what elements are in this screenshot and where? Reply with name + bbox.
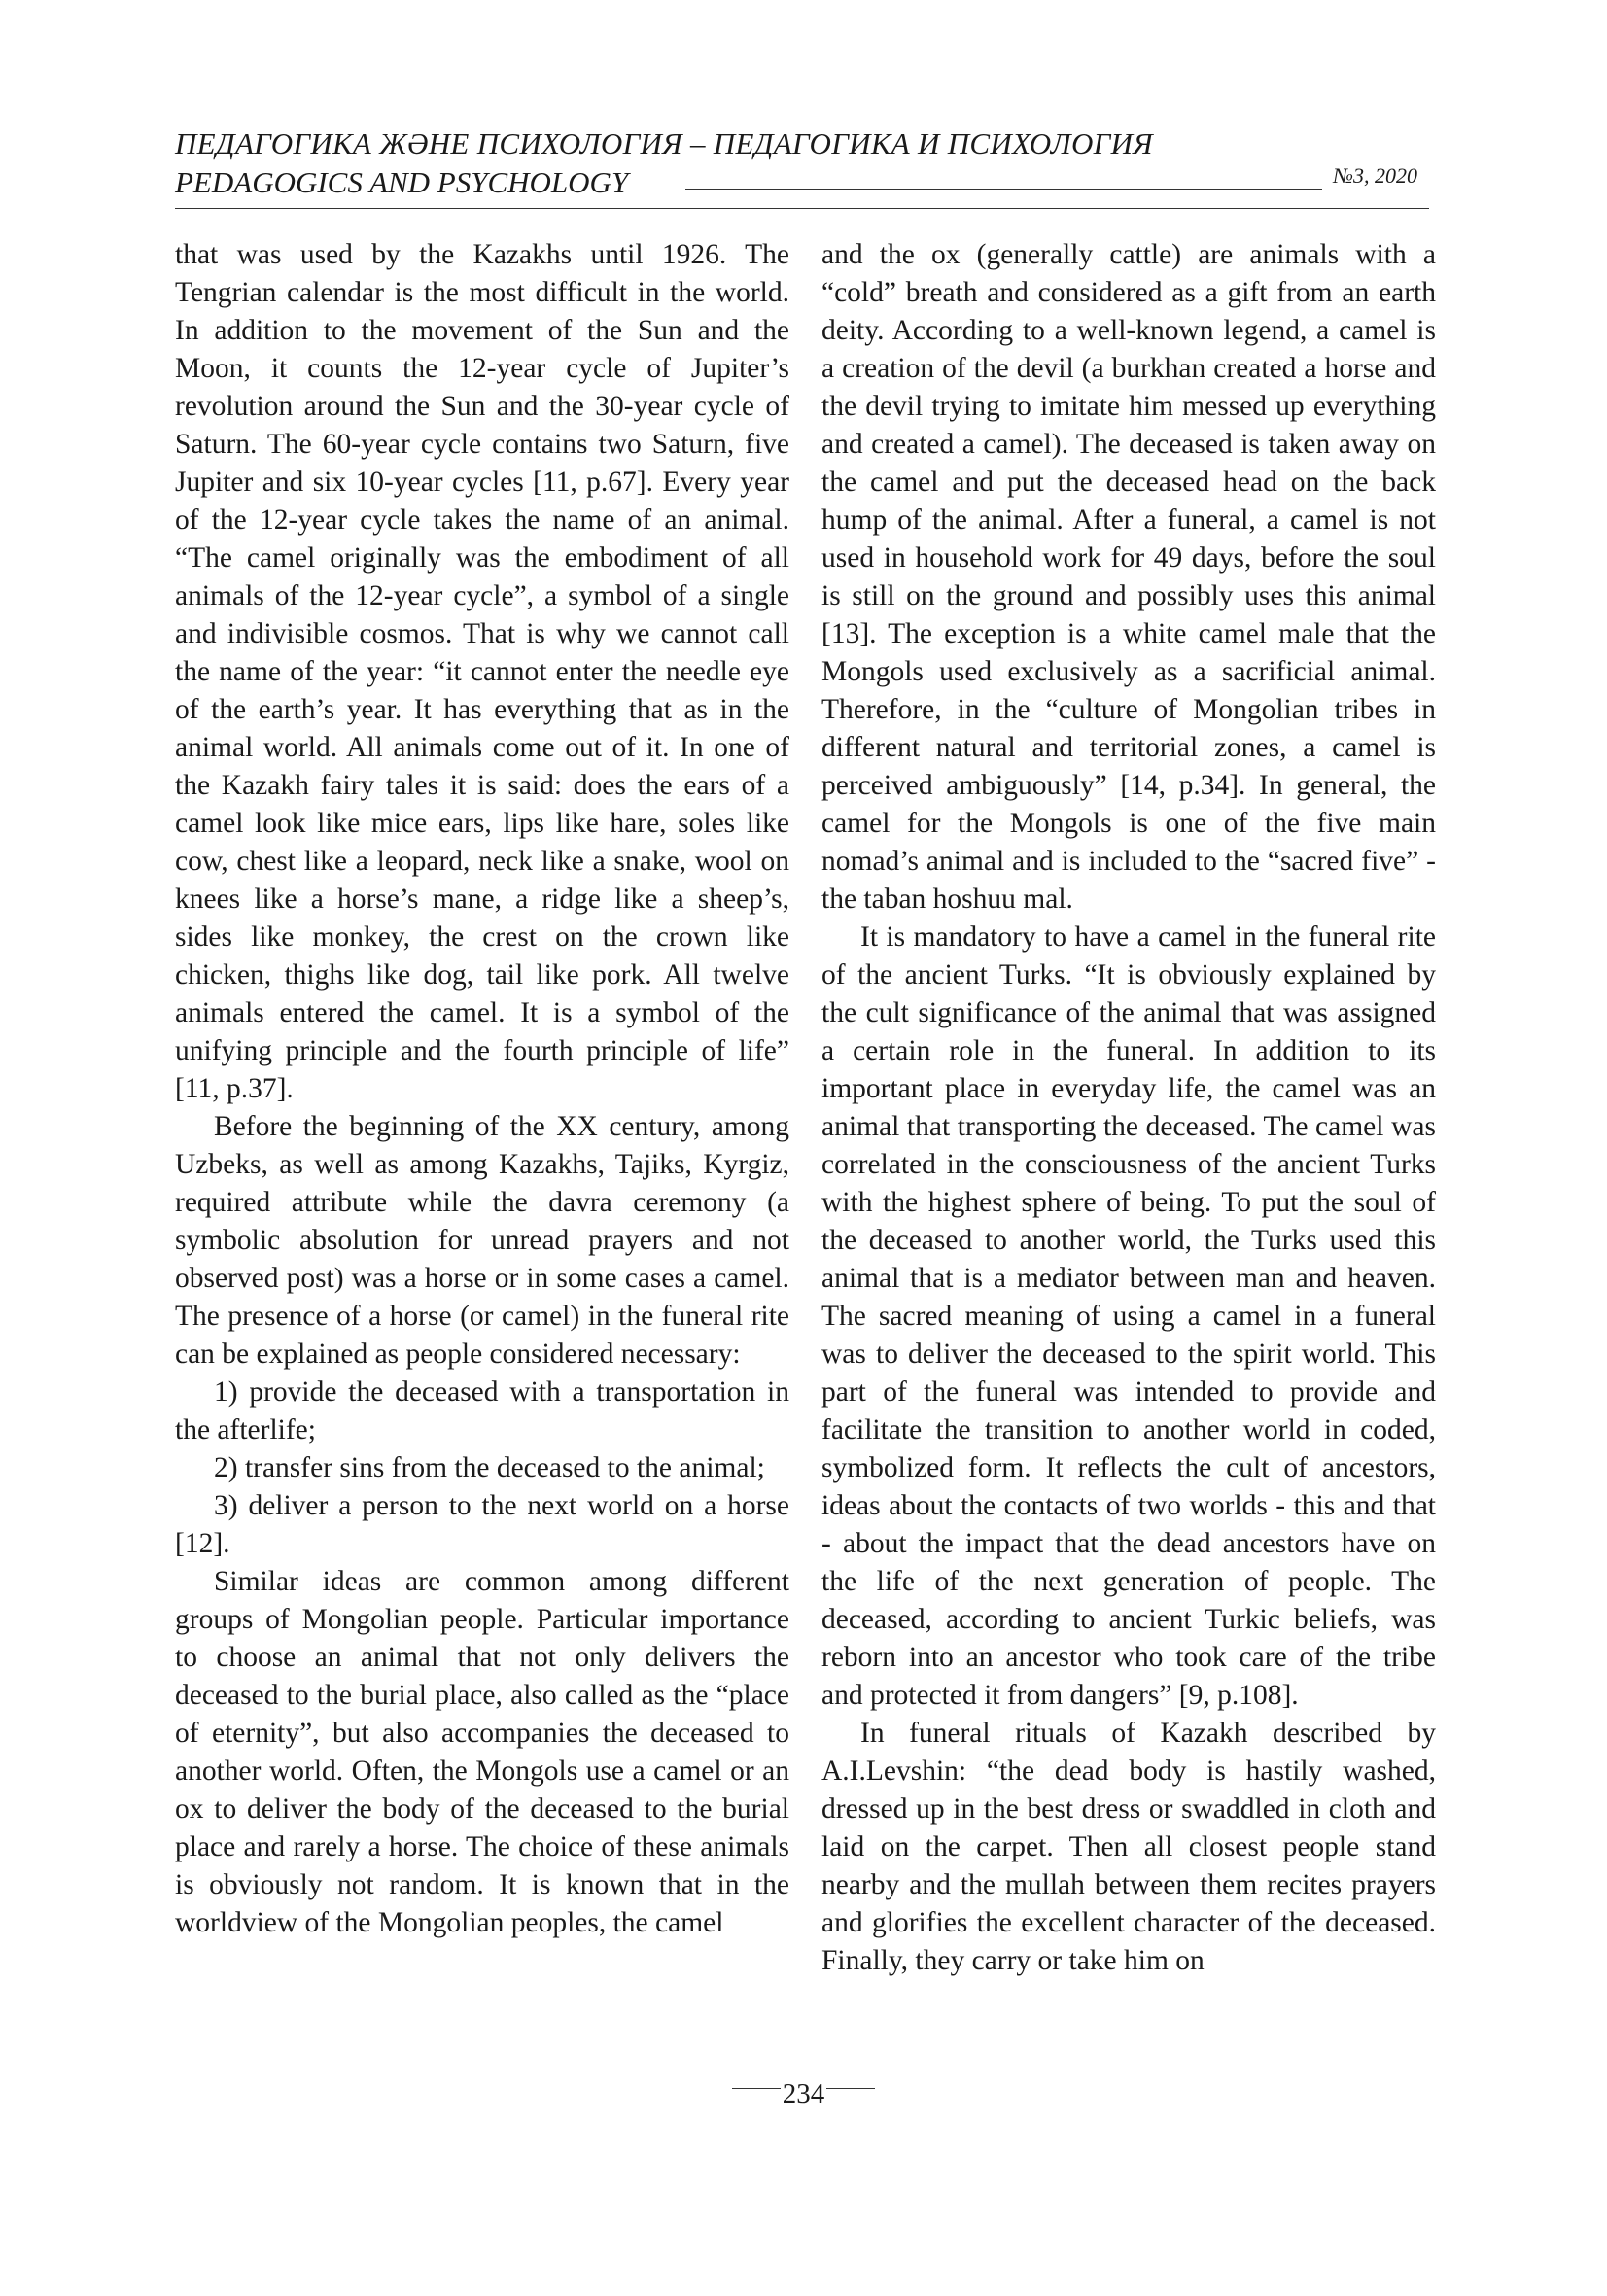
paragraph: and the ox (generally cattle) are animals with a “cold” breath and considered as a gift from an earth deity. According to a well-known legend, a camel is a creation of the devil (a burkhan created a horse and the devil trying to imitate him messed up everything and created a camel). The deceased is taken away on the camel and put the deceased head on the back hump of the animal. After a funeral, a camel is not used in household work for 49 days, before the soul is still on the ground and possibly uses this animal [13]. The exception is a white camel male that the Mongols used exclusively as a sacrificial animal. Therefore, in the “culture of Mongolian tribes in different natural and territorial zones, a camel is perceived ambiguously” [14, p.34]. In general, the camel for the Mongols is one of the five main nomad’s animal and is included to the “sacred five” - the taban hoshuu mal. bbox=[821, 239, 1436, 915]
list-item: 3) deliver a person to the next world on a horse [12]. bbox=[175, 1490, 789, 1559]
paragraph: Before the beginning of the XX century, among Uzbeks, as well as among Kazakhs, Tajiks, Kyrgiz, required attribute while the davra ceremony (a symbolic absolution for unread prayers and not observed post) was a horse or in some cases a camel. The presence of a horse (or camel) in the funeral rite can be explained as people considered necessary: bbox=[175, 1111, 789, 1370]
header-rule bbox=[685, 189, 1322, 190]
header-bottom-rule bbox=[175, 208, 1429, 209]
paragraph: In funeral rituals of Kazakh described by A.I.Levshin: “the dead body is hastily washed, dressed up in the best dress or swaddled in cloth and laid on the carpet. Then all closest people stand nearby and the mullah between them recites prayers and glorifies the excellent character of the deceased. Finally, they carry or take him on bbox=[821, 1718, 1436, 1976]
page-footer bbox=[0, 2078, 1607, 2110]
right-column bbox=[821, 236, 1436, 1980]
running-header bbox=[175, 124, 1429, 202]
journal-title-kazakh-russian: ПЕДАГОГИКА ЖӘНЕ ПСИХОЛОГИЯ – ПЕДАГОГИКА И ПСИХОЛОГИЯ bbox=[175, 126, 1153, 160]
list-item: 2) transfer sins from the deceased to the animal; bbox=[214, 1452, 765, 1483]
left-column bbox=[175, 236, 789, 1942]
journal-title-english: PEDAGOGICS AND PSYCHOLOGY bbox=[175, 165, 629, 199]
paragraph: that was used by the Kazakhs until 1926. The Tengrian calendar is the most difficult in the world. In addition to the movement of the Sun and the Moon, it counts the 12-year cycle of Jupiter’s revolution around the Sun and the 30-year cycle of Saturn. The 60-year cycle contains two Saturn, five Jupiter and six 10-year cycles [11, p.67]. Every year of the 12-year cycle takes the name of an animal. “The camel originally was the embodiment of all animals of the 12-year cycle”, a symbol of a single and indivisible cosmos. That is why we cannot call the name of the year: “it cannot enter the needle eye of the earth’s year. It has everything that as in the animal world. All animals come out of it. In one of the Kazakh fairy tales it is said: does the ears of a camel look like mice ears, lips like hare, soles like cow, chest like a leopard, neck like a snake, wool on knees like a horse’s mane, a ridge like a sheep’s, sides like monkey, the crest on the crown like chicken, thighs like dog, tail like pork. All twelve animals entered the camel. It is a symbol of the unifying principle and the fourth principle of life” [11, p.37]. bbox=[175, 239, 789, 1104]
paragraph: It is mandatory to have a camel in the funeral rite of the ancient Turks. “It is obviously explained by the cult significance of the animal that was assigned a certain role in the funeral. In addition to its important place in everyday life, the camel was an animal that transporting the deceased. The camel was correlated in the consciousness of the ancient Turks with the highest sphere of being. To put the soul of the deceased to another world, the Turks used this animal that is a mediator between man and heaven. The sacred meaning of using a camel in a funeral was to deliver the deceased to the spirit world. This part of the funeral was intended to provide and facilitate the transition to another world in coded, symbolized form. It reflects the cult of ancestors, ideas about the contacts of two worlds - this and that - about the impact that the dead ancestors have on the life of the next generation of people. The deceased, according to ancient Turkic beliefs, was reborn into an ancestor who took care of the tribe and protected it from dangers” [9, p.108]. bbox=[821, 922, 1436, 1711]
paragraph: Similar ideas are common among different groups of Mongolian people. Particular importance to choose an animal that not only delivers the deceased to the burial place, also called as the “place of eternity”, but also accompanies the deceased to another world. Often, the Mongols use a camel or an ox to deliver the body of the deceased to the burial place and rarely a horse. The choice of these animals is obviously not random. It is known that in the worldview of the Mongolian peoples, the camel bbox=[175, 1566, 789, 1938]
list-item: 1) provide the deceased with a transportation in the afterlife; bbox=[175, 1376, 789, 1445]
issue-number: №3, 2020 bbox=[1333, 163, 1417, 188]
page-number: 234 bbox=[782, 2078, 825, 2109]
